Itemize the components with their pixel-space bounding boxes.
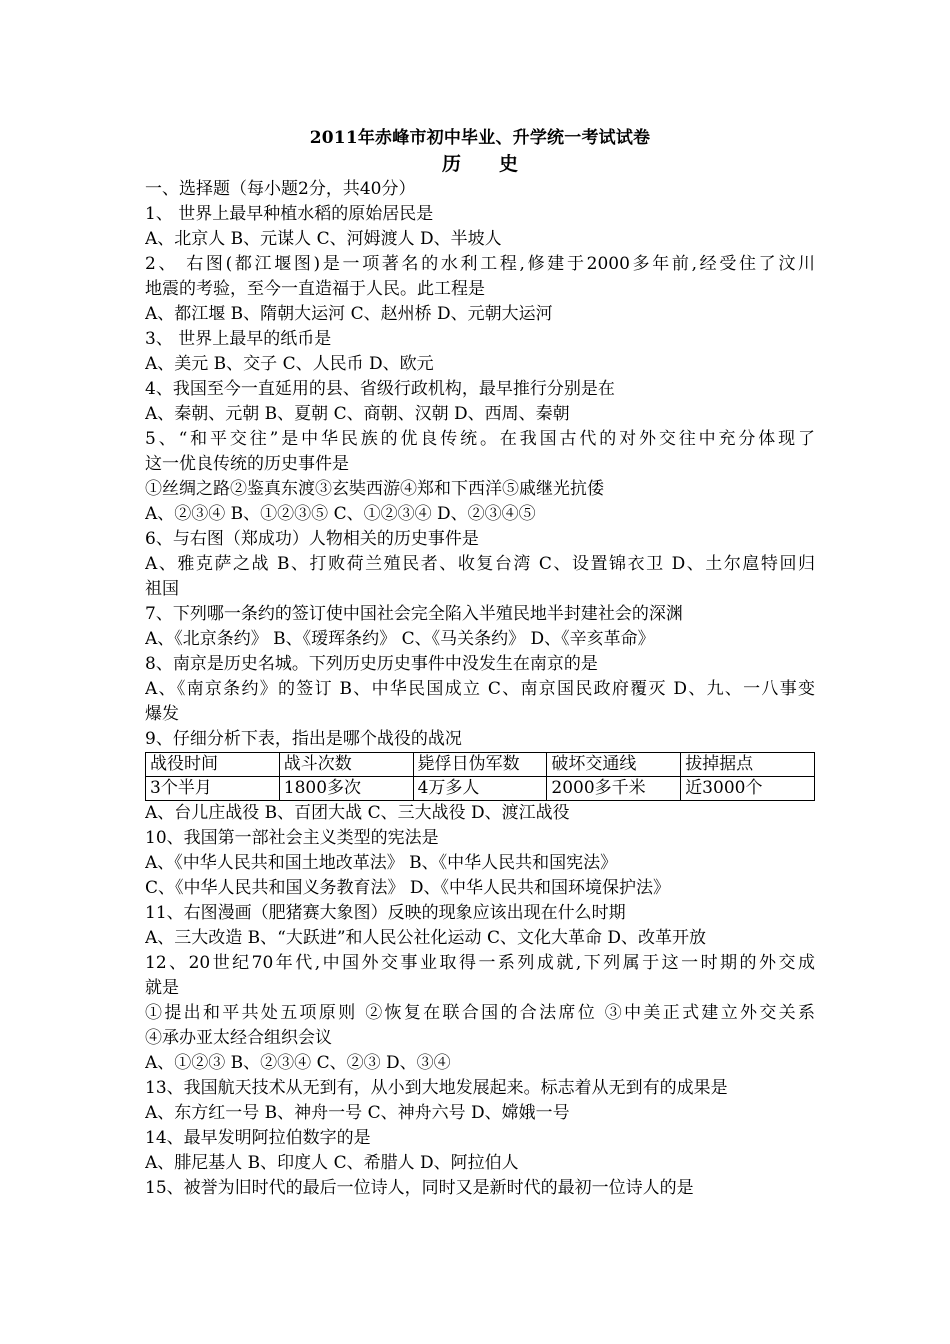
table-row: [146, 777, 815, 801]
text-line: 7、下列哪一条约的签订使中国社会完全陷入半殖民地半封建社会的深渊: [145, 604, 683, 624]
text-line: A、雅克萨之战 B、打败荷兰殖民者、收复台湾 C、设置锦衣卫 D、土尔扈特回归: [145, 554, 815, 574]
table-header-cell: 破坏交通线: [547, 753, 681, 777]
text-line: A、北京人 B、元谋人 C、河姆渡人 D、半坡人: [145, 229, 502, 249]
text-line: 地震的考验，至今一直造福于人民。此工程是: [145, 279, 485, 299]
text-line: A、①②③ B、②③④ C、②③ D、③④: [145, 1053, 451, 1073]
table-header-cell: 拔掉据点: [681, 753, 815, 777]
text-line: 9、仔细分析下表，指出是哪个战役的战况: [145, 729, 462, 749]
text-line: A、台儿庄战役 B、百团大战 C、三大战役 D、渡江战役: [145, 803, 570, 823]
text-line: A、《中华人民共和国土地改革法》 B、《中华人民共和国宪法》: [145, 853, 618, 873]
exam-subject: 历 史: [441, 153, 518, 175]
table-cell: 2000多千米: [547, 777, 681, 801]
text-line: A、美元 B、交子 C、人民币 D、欧元: [145, 354, 434, 374]
text-line: 14、最早发明阿拉伯数字的是: [145, 1128, 371, 1148]
text-line: A、②③④ B、①②③⑤ C、①②③④ D、②③④⑤: [145, 504, 536, 524]
text-line: A、三大改造 B、“大跃进”和人民公社化运动 C、文化大革命 D、改革开放: [145, 928, 706, 948]
text-line: 爆发: [145, 704, 179, 724]
text-line: 6、与右图（郑成功）人物相关的历史事件是: [145, 529, 479, 549]
text-line: 就是: [145, 978, 179, 998]
table-header-row: [146, 753, 815, 777]
text-line: A、秦朝、元朝 B、夏朝 C、商朝、汉朝 D、西周、秦朝: [145, 404, 570, 424]
text-line: 11、右图漫画（肥猪赛大象图）反映的现象应该出现在什么时期: [145, 903, 626, 923]
text-line: ④承办亚太经合组织会议: [145, 1028, 332, 1048]
table-header-cell: 毙俘日伪军数: [413, 753, 547, 777]
table-cell: 1800多次: [279, 777, 413, 801]
text-line: A、腓尼基人 B、印度人 C、希腊人 D、阿拉伯人: [145, 1153, 519, 1173]
table-cell: 4万多人: [413, 777, 547, 801]
exam-title: 2011年赤峰市初中毕业、升学统一考试试卷: [309, 128, 651, 148]
table-header-cell: 战役时间: [146, 753, 280, 777]
text-line: 一、选择题（每小题2分，共40分）: [145, 179, 416, 199]
text-line: A、《南京条约》的签订 B、中华民国成立 C、南京国民政府覆灭 D、九、一八事变: [145, 679, 815, 699]
text-line: 这一优良传统的历史事件是: [145, 454, 349, 474]
text-line: ①丝绸之路②鉴真东渡③玄奘西游④郑和下西洋⑤戚继光抗倭: [145, 479, 604, 499]
text-line: 2、 右图(都江堰图)是一项著名的水利工程,修建于2000多年前,经受住了汶川: [145, 254, 815, 274]
text-line: A、东方红一号 B、神舟一号 C、神舟六号 D、嫦娥一号: [145, 1103, 570, 1123]
text-line: 10、我国第一部社会主义类型的宪法是: [145, 828, 439, 848]
text-line: 5、“和平交往”是中华民族的优良传统。在我国古代的对外交往中充分体现了: [145, 429, 815, 449]
table-cell: 近3000个: [681, 777, 815, 801]
text-line: 12、20世纪70年代,中国外交事业取得一系列成就,下列属于这一时期的外交成: [145, 953, 815, 973]
text-line: 13、我国航天技术从无到有，从小到大地发展起来。标志着从无到有的成果是: [145, 1078, 728, 1098]
battle-stats-table: [145, 752, 815, 801]
text-line: ①提出和平共处五项原则 ②恢复在联合国的合法席位 ③中美正式建立外交关系: [145, 1003, 815, 1023]
table-header-cell: 战斗次数: [279, 753, 413, 777]
text-line: 祖国: [145, 579, 179, 599]
exam-page: [145, 126, 815, 1201]
text-line: 8、南京是历史名城。下列历史历史事件中没发生在南京的是: [145, 654, 598, 674]
text-line: A、都江堰 B、隋朝大运河 C、赵州桥 D、元朝大运河: [145, 304, 553, 324]
text-line: 3、 世界上最早的纸币是: [145, 329, 332, 349]
text-line: C、《中华人民共和国义务教育法》 D、《中华人民共和国环境保护法》: [145, 878, 671, 898]
text-line: 4、我国至今一直延用的县、省级行政机构，最早推行分别是在: [145, 379, 615, 399]
text-line: 15、被誉为旧时代的最后一位诗人，同时又是新时代的最初一位诗人的是: [145, 1178, 694, 1198]
table-cell: 3个半月: [146, 777, 280, 801]
text-line: A、《北京条约》 B、《瑷珲条约》 C、《马关条约》 D、《辛亥革命》: [145, 629, 655, 649]
text-line: 1、 世界上最早种植水稻的原始居民是: [145, 204, 434, 224]
